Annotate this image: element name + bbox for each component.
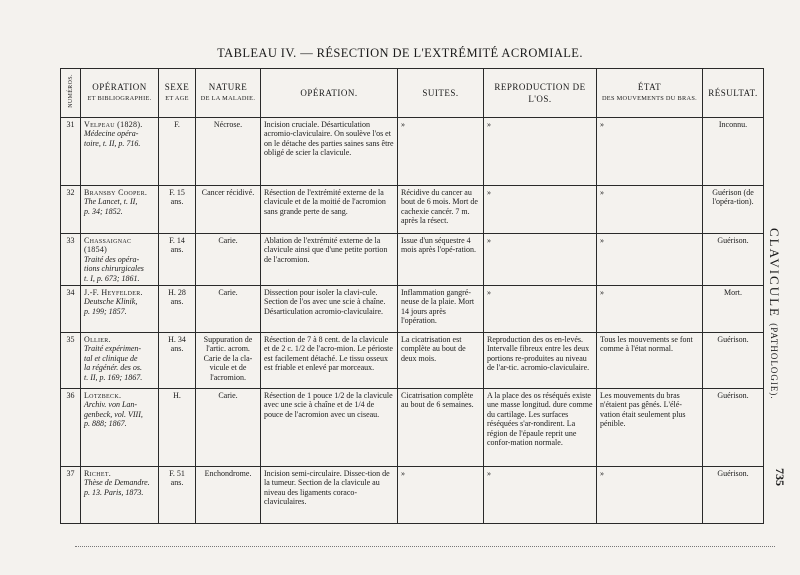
row-reproduction: » [484,186,597,234]
header-etat: ÉTAT DES MOUVEMENTS DU BRAS. [597,69,703,118]
side-label-sub: (PATHOLOGIE). [769,323,779,400]
row-reference [81,467,159,524]
row-suites: » [398,467,484,524]
row-resultat: Guérison. [703,467,764,524]
table-title: TABLEAU IV. — RÉSECTION DE L'EXTRÉMITÉ ACROMIALE. [217,46,583,60]
table-row [61,186,764,234]
header-sexe: SEXE ET AGE [159,69,196,118]
reference-line: Médecine opéra- [84,129,139,139]
row-suites: La cicatrisation est complète au bout de deux mois. [398,333,484,389]
row-etat: Tous les mouvements se font comme à l'état normal. [597,333,703,389]
row-resultat: Guérison. [703,389,764,467]
header-operation-biblio: OPÉRATION ET BIBLIOGRAPHIE. [81,69,159,118]
row-operation: Incision cruciale. Désarticulation acromio-claviculaire. On soulève l'os et on le détache des parties saines sans être obligé de scier la clavicule. [261,118,398,186]
page-number: 735 [773,468,787,486]
row-resultat: Guérison. [703,234,764,286]
reference-line: p. 199; 1857. [84,306,127,316]
header-numeros: NUMÉROS. [61,69,81,118]
row-resultat: Mort. [703,286,764,333]
row-suites: Cicatrisation complète au bout de 6 semaines. [398,389,484,467]
row-nature: Carie. [196,234,261,286]
row-suites: Inflammation gangré-neuse de la plaie. Mort 14 jours après l'opération. [398,286,484,333]
reference-line: toire, t. II, p. 716. [84,138,141,148]
table-row [61,118,764,186]
row-sexe: H. [159,389,196,467]
row-sexe: F. 14 ans. [159,234,196,286]
row-suites: » [398,118,484,186]
row-number: 37 [61,467,81,524]
reference-line: Archiv. von Lan- [84,400,138,410]
side-label [766,228,782,400]
row-etat: » [597,234,703,286]
row-reference [81,234,159,286]
row-operation: Résection de 7 à 8 cent. de la clavicule et de 2 c. 1/2 de l'acro-mion. Le périoste est facilement détaché. Le tissu osseux est friable et enlevé par morceaux. [261,333,398,389]
row-reference [81,286,159,333]
row-number: 36 [61,389,81,467]
row-nature: Suppuration de l'artic. acrom. Carie de la cla-vicule et de l'acromion. [196,333,261,389]
reference-line: t. I, p. 673; 1861. [84,273,140,283]
row-suites: Récidive du cancer au bout de 6 mois. Mort de cachexie cancér. 7 m. après la résect. [398,186,484,234]
side-label-main: CLAVICULE [767,228,782,318]
header-row [61,69,764,118]
row-etat: Les mouvements du bras n'étaient pas gênés. L'élé-vation était seulement plus pénible. [597,389,703,467]
row-operation: Incision semi-circulaire. Dissec-tion de la tumeur. Section de la clavicule au niveau des ligaments coraco-claviculaires. [261,467,398,524]
row-sexe: F. 15 ans. [159,186,196,234]
row-reproduction: » [484,118,597,186]
reference-line: t. II, p. 169; 1867. [84,372,143,382]
reference-line: Bransby Cooper. [84,188,148,197]
row-operation: Résection de l'extrémité externe de la clavicule et de la moitié de l'acromion sans grande perte de sang. [261,186,398,234]
reference-line: genbeck, vol. VIII, [84,409,143,419]
row-operation: Dissection pour isoler la clavi-cule. Section de l'os avec une scie à chaîne. Désarticulation acromio-claviculaire. [261,286,398,333]
row-reproduction: » [484,467,597,524]
reference-line: Chassaignac (1854) [84,236,132,255]
row-reproduction: A la place des os réséqués existe une masse longitud. dure comme du cartilage. Les surfaces réséquées s'ar-rondirent. La région de l'épaule reprit une confor-mation normale. [484,389,597,467]
reference-line: Thèse de Demandre. [84,478,150,488]
reference-line: Deutsche Klinik, [84,297,138,307]
row-reproduction: » [484,234,597,286]
reference-line: tal et clinique de [84,353,138,363]
row-sexe: H. 34 ans. [159,333,196,389]
row-operation: Ablation de l'extrémité externe de la clavicule ainsi que d'une petite portion de l'acromion. [261,234,398,286]
row-number: 31 [61,118,81,186]
reference-line: J.-F. Heyfelder. [84,288,143,298]
reference-line: Traité des opéra- [84,254,140,264]
row-etat: » [597,286,703,333]
row-nature: Cancer récidivé. [196,186,261,234]
row-number: 34 [61,286,81,333]
table-row [61,333,764,389]
row-sexe: F. [159,118,196,186]
row-etat: » [597,118,703,186]
bottom-dotted-rule [75,546,775,547]
row-sexe: F. 51 ans. [159,467,196,524]
resection-table [60,68,764,524]
row-etat: » [597,467,703,524]
row-resultat: Inconnu. [703,118,764,186]
row-number: 35 [61,333,81,389]
table-row [61,467,764,524]
header-nature: NATURE DE LA MALADIE. [196,69,261,118]
reference-line: p. 888; 1867. [84,419,127,429]
reference-line: Velpeau (1828). [84,120,143,129]
reference-line: Traité expérimen- [84,344,142,354]
row-reproduction: Reproduction des os en-levés. Intervalle fibreux entre les deux portions re-produites au niveau de l'ar-tic. acromio-claviculaire. [484,333,597,389]
reference-line: p. 13. Paris, 1873. [84,487,144,497]
table-row [61,389,764,467]
row-number: 32 [61,186,81,234]
row-suites: Issue d'un séquestre 4 mois après l'opé-ration. [398,234,484,286]
reference-line: p. 34; 1852. [84,206,123,216]
reference-line: Lotzbeck. [84,391,122,401]
header-reproduction: REPRODUCTION DE L'OS. [484,69,597,118]
reference-line: la régénér. des os. [84,363,142,373]
row-etat: » [597,186,703,234]
row-sexe: H. 28 ans. [159,286,196,333]
row-reference [81,118,159,186]
row-nature: Carie. [196,286,261,333]
row-reference [81,389,159,467]
reference-line: Ollier. [84,335,111,345]
row-operation: Résection de 1 pouce 1/2 de la clavicule avec une scie à chaîne et de 1/4 de pouce de l'acromion avec un ciseau. [261,389,398,467]
row-reference [81,186,159,234]
reference-line: The Lancet, t. II, [84,197,138,207]
row-resultat: Guérison (de l'opéra-tion). [703,186,764,234]
header-resultat: RÉSULTAT. [703,69,764,118]
reference-line: Richet. [84,469,112,479]
reference-line: tions chirurgicales [84,264,144,274]
table-row [61,286,764,333]
table-row [61,234,764,286]
row-reproduction: » [484,286,597,333]
row-reference [81,333,159,389]
row-nature: Carie. [196,389,261,467]
row-number: 33 [61,234,81,286]
row-nature: Nécrose. [196,118,261,186]
row-resultat: Guérison. [703,333,764,389]
row-nature: Enchondrome. [196,467,261,524]
header-suites: SUITES. [398,69,484,118]
header-operation: OPÉRATION. [261,69,398,118]
